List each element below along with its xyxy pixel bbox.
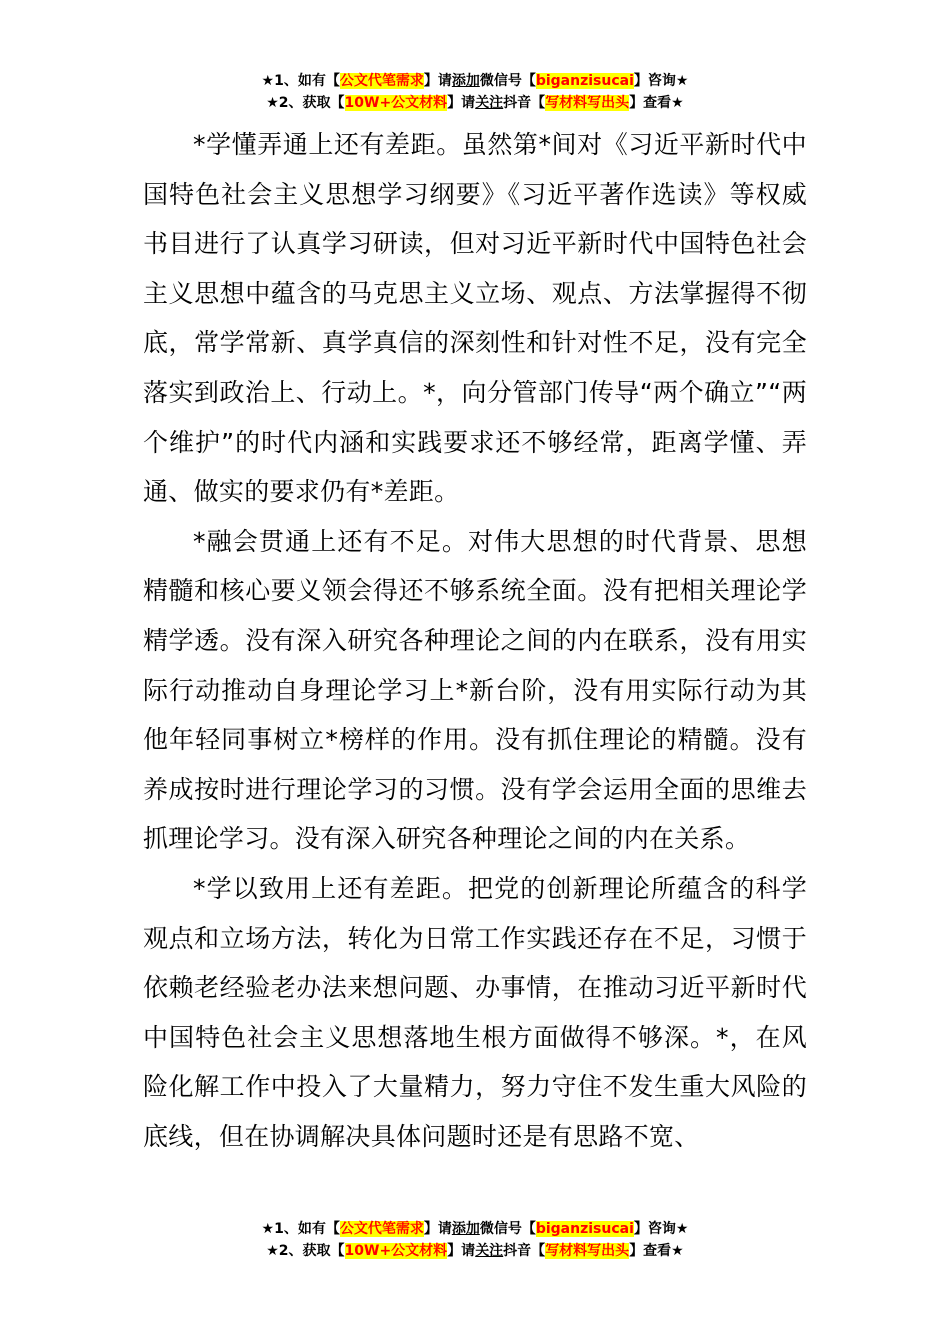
promo-text: 微信号【 [479, 73, 536, 89]
promo-text: 微信号【 [479, 1221, 536, 1237]
promo-highlight: 写材料写出头 [545, 1243, 630, 1259]
header-promo-banner [0, 70, 950, 114]
promo-text: 】请 [423, 1221, 452, 1237]
promo-text: 抖音【 [503, 95, 546, 111]
promo-text: 】查看★ [629, 95, 684, 111]
promo-text: 】请 [447, 95, 476, 111]
promo-underlined-text: 关注 [475, 1243, 504, 1259]
promo-text: 】请 [423, 73, 452, 89]
promo-underlined-text: 添加 [451, 1221, 480, 1237]
promo-text: ★2、获取【 [266, 1243, 345, 1259]
promo-underlined-text: 添加 [451, 73, 480, 89]
promo-highlight: 公文代笔需求 [339, 73, 424, 89]
body-paragraph: *学以致用上还有差距。把党的创新理论所蕴含的科学观点和立场方法，转化为日常工作实践还存在不足，习惯于依赖老经验老办法来想问题、办事情，在推动习近平新时代中国特色社会主义思想落地生根方面做得不够深。*，在风险化解工作中投入了大量精力，努力守住不发生重大风险的底线，但在协调解决具体问题时还是有思路不宽、 [143, 873, 807, 1151]
promo-highlight: 10W+公文材料 [344, 95, 448, 111]
body-paragraph: *学懂弄通上还有差距。虽然第*间对《习近平新时代中国特色社会主义思想学习纲要》《习近平著作选读》等权威书目进行了认真学习研读，但对习近平新时代中国特色社会主义思想中蕴含的马克思主义立场、观点、方法掌握得不彻底，常学常新、真学真信的深刻性和针对性不足，没有完全落实到政治上、行动上。*，向分管部门传导“两个确立”“两个维护”的时代内涵和实践要求还不够经常，距离学懂、弄通、做实的要求仍有*差距。 [143, 130, 807, 507]
promo-line-2 [0, 92, 950, 114]
promo-highlight: 写材料写出头 [545, 95, 630, 111]
promo-highlight: 公文代笔需求 [339, 1221, 424, 1237]
promo-underlined-text: 关注 [475, 95, 504, 111]
promo-line-2 [0, 1240, 950, 1262]
promo-highlight: biganzisucai [535, 1221, 634, 1237]
footer-promo-banner [0, 1218, 950, 1262]
promo-text: 】请 [447, 1243, 476, 1259]
promo-text: ★2、获取【 [266, 95, 345, 111]
promo-text: 】咨询★ [633, 1221, 689, 1237]
document-body [143, 120, 807, 1161]
promo-text: 】查看★ [629, 1243, 684, 1259]
promo-text: ★1、如有【 [261, 1221, 340, 1237]
promo-line-1 [0, 70, 950, 92]
promo-line-1 [0, 1218, 950, 1240]
promo-highlight: biganzisucai [535, 73, 634, 89]
promo-highlight: 10W+公文材料 [344, 1243, 448, 1259]
body-paragraph: *融会贯通上还有不足。对伟大思想的时代背景、思想精髓和核心要义领会得还不够系统全面。没有把相关理论学精学透。没有深入研究各种理论之间的内在联系，没有用实际行动推动自身理论学习上*新台阶，没有用实际行动为其他年轻同事树立*榜样的作用。没有抓住理论的精髓。没有养成按时进行理论学习的习惯。没有学会运用全面的思维去抓理论学习。没有深入研究各种理论之间的内在关系。 [143, 526, 807, 854]
promo-text: 抖音【 [503, 1243, 546, 1259]
promo-text: ★1、如有【 [261, 73, 340, 89]
promo-text: 】咨询★ [633, 73, 689, 89]
